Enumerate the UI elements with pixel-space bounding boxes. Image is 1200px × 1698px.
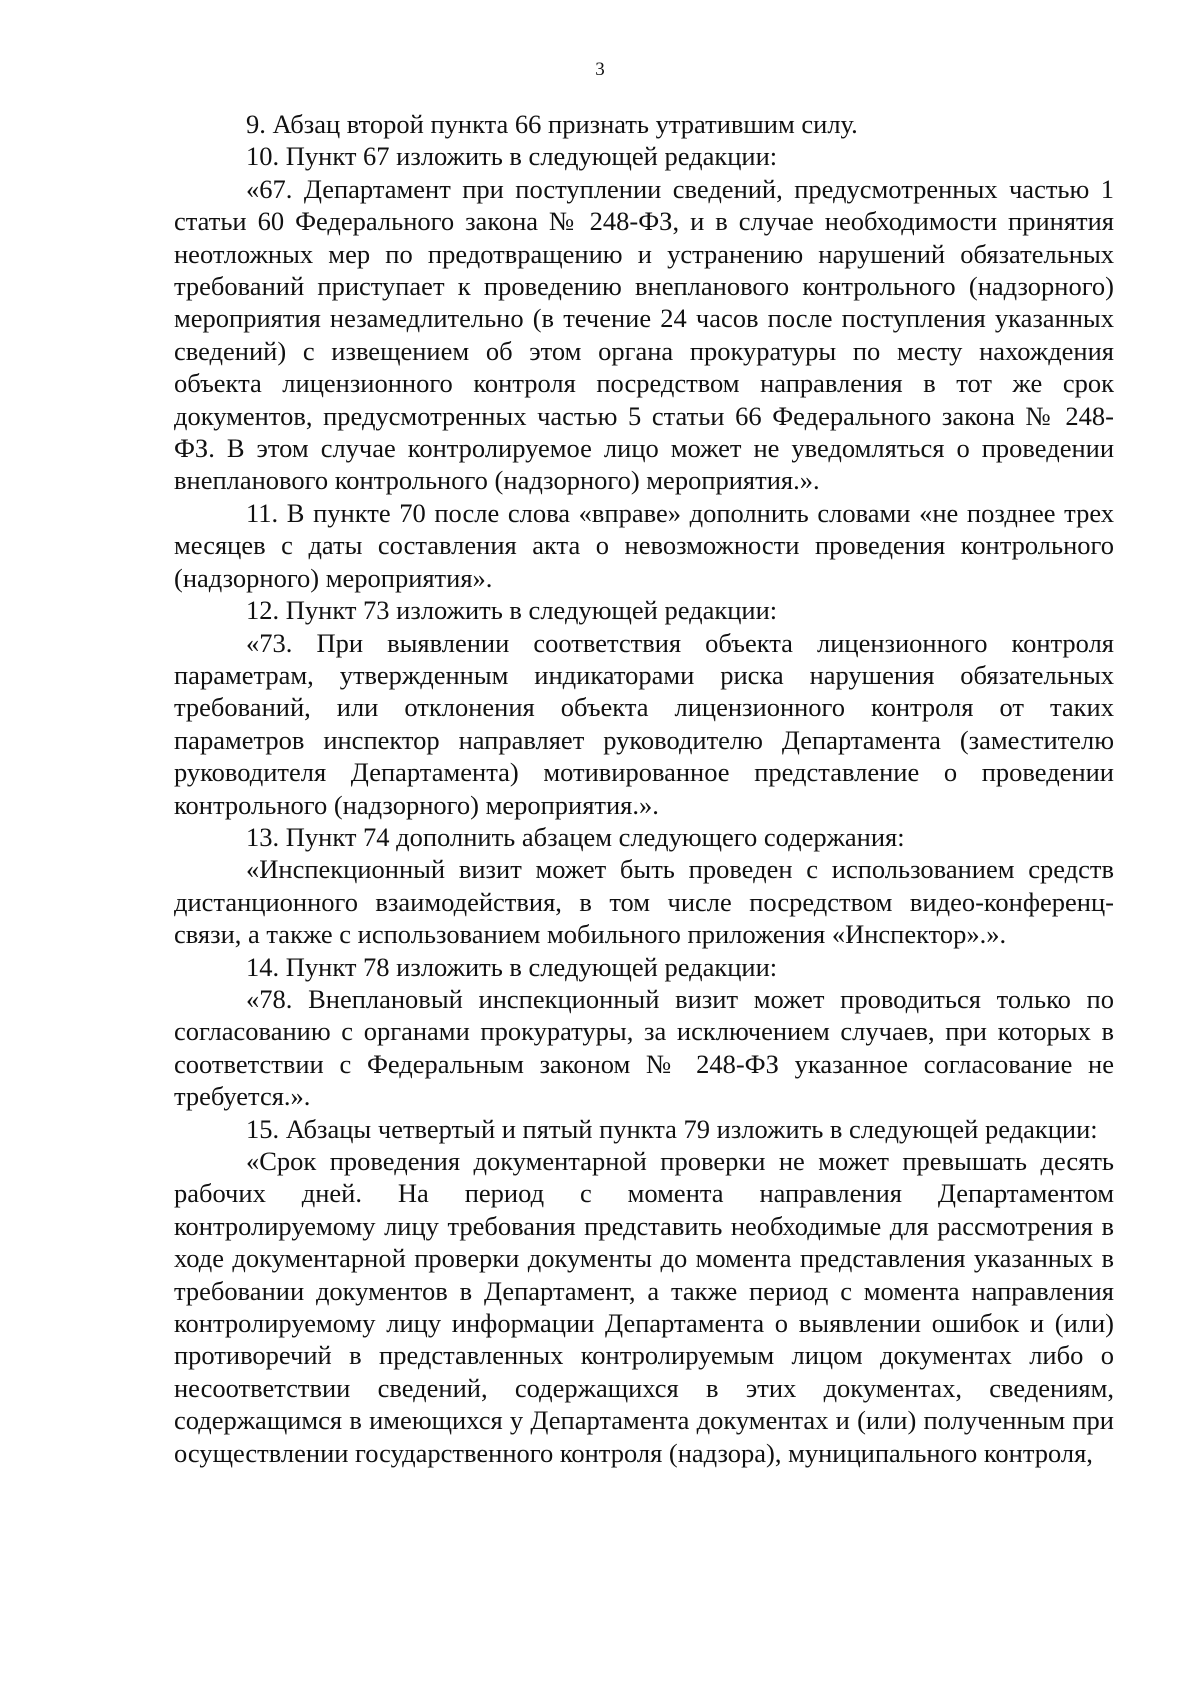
paragraph-item-13: 13. Пункт 74 дополнить абзацем следующего содержания: (246, 821, 905, 852)
paragraph-item-11: 11. В пункте 70 после слова «вправе» дополнить словами «не позднее трех месяцев с даты составления акта о невозможности проведения контрольного (надзорного) мероприятия». (174, 497, 1114, 593)
paragraph-item-15: 15. Абзацы четвертый и пятый пункта 79 изложить в следующей редакции: (246, 1113, 1098, 1144)
paragraph-item-9: 9. Абзац второй пункта 66 признать утратившим силу. (246, 109, 858, 139)
page-number: 3 (595, 59, 605, 80)
document-body (174, 108, 1114, 1469)
paragraph-item-10: 10. Пункт 67 изложить в следующей редакции: (246, 141, 778, 172)
paragraph-item-73-text: «73. При выявлении соответствия объекта лицензионного контроля параметрам, утвержденным индикаторами риска нарушения обязательных требований, или отклонения объекта лицензионного контроля от таких параметров инспектор направляет руководителю Департамента (заместителю руководителя Департамента) мотивированное представление о проведении контрольного (надзорного) мероприятия.». (174, 627, 1114, 820)
paragraph-item-74-text: «Инспекционный визит может быть проведен с использованием средств дистанционного взаимодействия, в том числе посредством видео-конференц-связи, а также с использованием мобильного приложения «Инспектор».». (174, 854, 1114, 950)
paragraph-item-78-text: «78. Внеплановый инспекционный визит может проводиться только по согласованию с органами прокуратуры, за исключением случаев, при которых в соответствии с Федеральным законом № 248-ФЗ указанное согласование не требуется.». (174, 983, 1114, 1112)
paragraph-item-67-text: «67. Департамент при поступлении сведений, предусмотренных частью 1 статьи 60 Федерального закона № 248-ФЗ, и в случае необходимости принятия неотложных мер по предотвращению и устранению нарушений обязательных требований приступает к проведению внепланового контрольного (надзорного) мероприятия незамедлительно (в течение 24 часов после поступления указанных сведений) с извещением об этом органа прокуратуры по месту нахождения объекта лицензионного контроля посредством направления в тот же срок документов, предусмотренных частью 5 статьи 66 Федерального закона № 248-ФЗ. В этом случае контролируемое лицо может не уведомляться о проведении внепланового контрольного (надзорного) мероприятия.». (174, 173, 1114, 496)
paragraph-item-12: 12. Пункт 73 изложить в следующей редакции: (246, 595, 778, 626)
paragraph-item-79-text: «Срок проведения документарной проверки не может превышать десять рабочих дней. На период с момента направления Департаментом контролируемому лицу требования представить необходимые для рассмотрения в ходе документарной проверки документы до момента представления указанных в требовании документов в Департамент, а также период с момента направления контролируемому лицу информации Департамента о выявлении ошибок и (или) противоречий в представленных контролируемым лицом документах либо о несоответствии сведений, содержащихся в этих документах, сведениям, содержащимся в имеющихся у Департамента документах и (или) полученным при осуществлении государственного контроля (надзора), муниципального контроля, (174, 1146, 1114, 1468)
paragraph-item-14: 14. Пункт 78 изложить в следующей редакции: (246, 951, 778, 982)
